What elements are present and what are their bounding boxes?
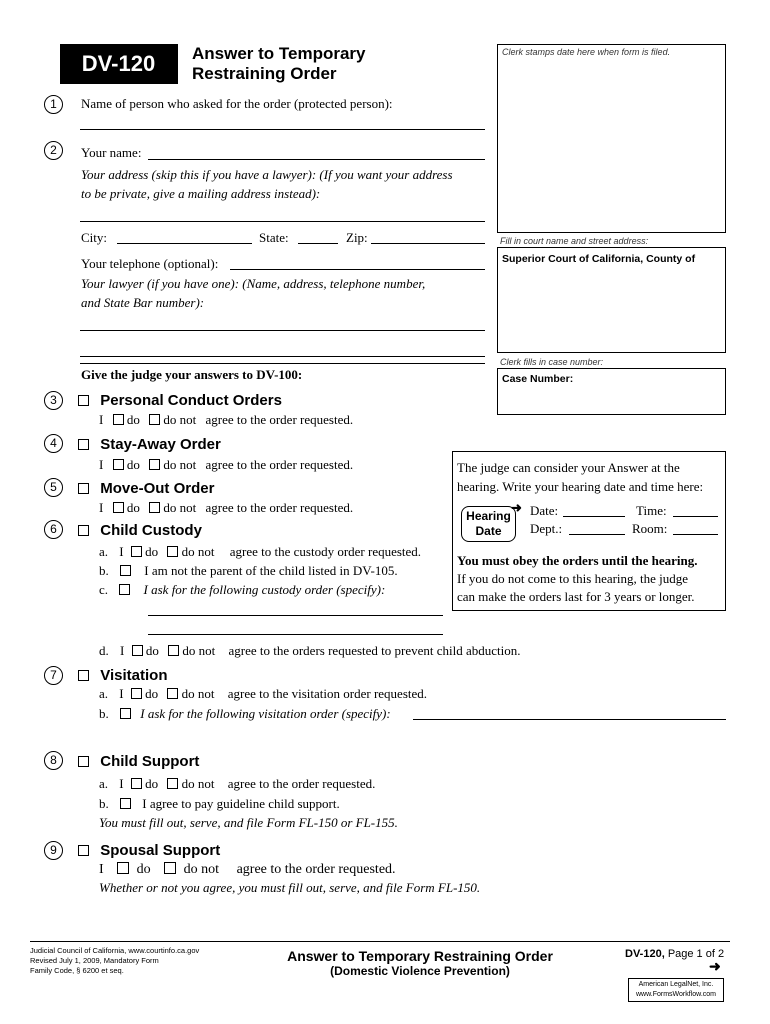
item-8a-do-not-checkbox[interactable] <box>167 778 178 789</box>
your-name-field[interactable] <box>148 159 485 160</box>
footer-rule <box>30 941 730 942</box>
hearing-warning-2: can make the orders last for 3 years or longer. <box>457 589 695 604</box>
court-fill-note: Fill in court name and street address: <box>500 236 649 246</box>
lawyer-field-1[interactable] <box>80 330 485 331</box>
item-9-answer: I do do not agree to the order requested. <box>99 862 396 877</box>
item-3-number: 3 <box>44 391 63 410</box>
visitation-specify-field[interactable] <box>413 719 726 720</box>
section-divider <box>80 363 485 364</box>
hearing-room-label: Room: <box>632 521 668 536</box>
lawyer-instruction-2: and State Bar number): <box>81 295 205 310</box>
footer-left: Judicial Council of California, www.courtinfo.ca.gov Revised July 1, 2009, Mandatory Form Family Code, § 6200 et seq. <box>30 946 200 975</box>
item-5-number: 5 <box>44 478 63 497</box>
city-label: City: <box>81 230 108 245</box>
item-5-answer: I do do not agree to the order requested. <box>99 500 354 515</box>
telephone-field[interactable] <box>230 269 485 270</box>
item-6b-checkbox[interactable] <box>120 565 131 576</box>
item-7a-do-not-checkbox[interactable] <box>167 688 178 699</box>
protected-person-label: Name of person who asked for the order (protected person): <box>81 96 393 111</box>
lawyer-field-2[interactable] <box>80 356 485 357</box>
hearing-time-label: Time: <box>636 503 667 518</box>
item-3-heading: Personal Conduct Orders <box>78 392 282 409</box>
zip-field[interactable] <box>371 243 485 244</box>
your-name-label: Your name: <box>81 145 142 160</box>
item-7-heading: Visitation <box>78 667 168 684</box>
item-2-number: 2 <box>44 141 63 160</box>
item-3-do-checkbox[interactable] <box>113 414 124 425</box>
protected-person-field[interactable] <box>80 129 485 130</box>
item-9-do-not-checkbox[interactable] <box>164 862 176 874</box>
address-instruction-1: Your address (skip this if you have a lawyer): (If you want your address <box>81 167 453 182</box>
item-8a-do-checkbox[interactable] <box>131 778 142 789</box>
item-9-checkbox[interactable] <box>78 845 89 856</box>
arrow-icon: ➜ <box>511 500 522 515</box>
zip-label: Zip: <box>346 230 368 245</box>
item-4-do-not-checkbox[interactable] <box>149 459 160 470</box>
footer-page: DV-120, Page 1 of 2 <box>625 948 725 960</box>
item-8-checkbox[interactable] <box>78 756 89 767</box>
form-id-badge <box>60 44 177 84</box>
item-6c: c. I ask for the following custody order (specify): <box>99 582 386 597</box>
form-id: DV-120 <box>81 51 156 76</box>
page-title: Answer to Temporary Restraining Order <box>192 44 366 83</box>
item-6d-do-checkbox[interactable] <box>132 645 143 656</box>
footer-title: Answer to Temporary Restraining Order (Domestic Violence Prevention) <box>287 948 553 978</box>
vendor-box: American LegalNet, Inc. www.FormsWorkflow.com <box>628 978 724 1002</box>
item-3-checkbox[interactable] <box>78 395 89 406</box>
hearing-intro-2: hearing. Write your hearing date and time here: <box>457 479 704 494</box>
hearing-date-field[interactable] <box>563 516 625 517</box>
telephone-label: Your telephone (optional): <box>81 256 219 271</box>
item-4-do-checkbox[interactable] <box>113 459 124 470</box>
state-field[interactable] <box>298 243 338 244</box>
item-6-checkbox[interactable] <box>78 525 89 536</box>
hearing-warning-1: If you do not come to this hearing, the judge <box>457 571 689 586</box>
item-8b-checkbox[interactable] <box>120 798 131 809</box>
item-4-answer: I do do not agree to the order requested. <box>99 457 354 472</box>
item-8b: b. I agree to pay guideline child support. <box>99 796 340 811</box>
lawyer-instruction-1: Your lawyer (if you have one): (Name, address, telephone number, <box>81 276 426 291</box>
item-6c-checkbox[interactable] <box>119 584 130 595</box>
case-number-note: Clerk fills in case number: <box>500 357 604 367</box>
item-9-number: 9 <box>44 841 63 860</box>
custody-specify-field-1[interactable] <box>148 615 443 616</box>
clerk-stamp-note: Clerk stamps date here when form is filed. <box>502 47 671 57</box>
item-5-do-checkbox[interactable] <box>113 502 124 513</box>
hearing-date-badge: Hearing Date <box>461 506 516 542</box>
address-field[interactable] <box>80 221 485 222</box>
address-instruction-2: to be private, give a mailing address instead): <box>81 186 321 201</box>
hearing-date-label: Date: <box>530 503 559 518</box>
item-6b: b. I am not the parent of the child listed in DV-105. <box>99 563 398 578</box>
item-5-heading: Move-Out Order <box>78 480 214 497</box>
item-6d: d. I do do not agree to the orders requested to prevent child abduction. <box>99 643 521 658</box>
court-name: Superior Court of California, County of <box>502 253 696 265</box>
item-6a: a. I do do not agree to the custody order requested. <box>99 544 422 559</box>
clerk-stamp-box <box>497 44 726 233</box>
item-5-checkbox[interactable] <box>78 483 89 494</box>
item-7-number: 7 <box>44 666 63 685</box>
item-3-do-not-checkbox[interactable] <box>149 414 160 425</box>
item-8-note: You must fill out, serve, and file Form FL-150 or FL-155. <box>99 815 398 830</box>
item-7a-do-checkbox[interactable] <box>131 688 142 699</box>
item-6-heading: Child Custody <box>78 522 202 539</box>
item-6-number: 6 <box>44 520 63 539</box>
item-8a: a. I do do not agree to the order requested. <box>99 776 376 791</box>
hearing-obey-notice: You must obey the orders until the hearing. <box>457 553 698 568</box>
item-7b: b. I ask for the following visitation order (specify): <box>99 706 391 721</box>
item-1-number: 1 <box>44 95 63 114</box>
hearing-room-field[interactable] <box>673 534 718 535</box>
item-7a: a. I do do not agree to the visitation order requested. <box>99 686 428 701</box>
case-number-label: Case Number: <box>502 373 574 385</box>
state-label: State: <box>259 230 289 245</box>
hearing-dept-label: Dept.: <box>530 521 563 536</box>
hearing-time-field[interactable] <box>673 516 718 517</box>
item-7b-checkbox[interactable] <box>120 708 131 719</box>
item-3-answer: I do do not agree to the order requested. <box>99 412 354 427</box>
item-4-checkbox[interactable] <box>78 439 89 450</box>
item-6a-do-checkbox[interactable] <box>131 546 142 557</box>
item-5-do-not-checkbox[interactable] <box>149 502 160 513</box>
item-8-heading: Child Support <box>78 753 199 770</box>
item-4-heading: Stay-Away Order <box>78 436 221 453</box>
item-7-checkbox[interactable] <box>78 670 89 681</box>
item-9-do-checkbox[interactable] <box>117 862 129 874</box>
custody-specify-field-2[interactable] <box>148 634 443 635</box>
give-judge-heading: Give the judge your answers to DV-100: <box>81 367 303 382</box>
next-page-arrow-icon[interactable]: ➜ <box>709 958 721 974</box>
item-9-note: Whether or not you agree, you must fill out, serve, and file Form FL-150. <box>99 880 481 895</box>
item-4-number: 4 <box>44 434 63 453</box>
hearing-intro-1: The judge can consider your Answer at the <box>457 460 680 475</box>
title-rule <box>176 44 178 84</box>
city-field[interactable] <box>117 243 252 244</box>
hearing-dept-field[interactable] <box>569 534 625 535</box>
item-6d-do-not-checkbox[interactable] <box>168 645 179 656</box>
item-8-number: 8 <box>44 751 63 770</box>
item-9-heading: Spousal Support <box>78 842 220 859</box>
item-6a-do-not-checkbox[interactable] <box>167 546 178 557</box>
